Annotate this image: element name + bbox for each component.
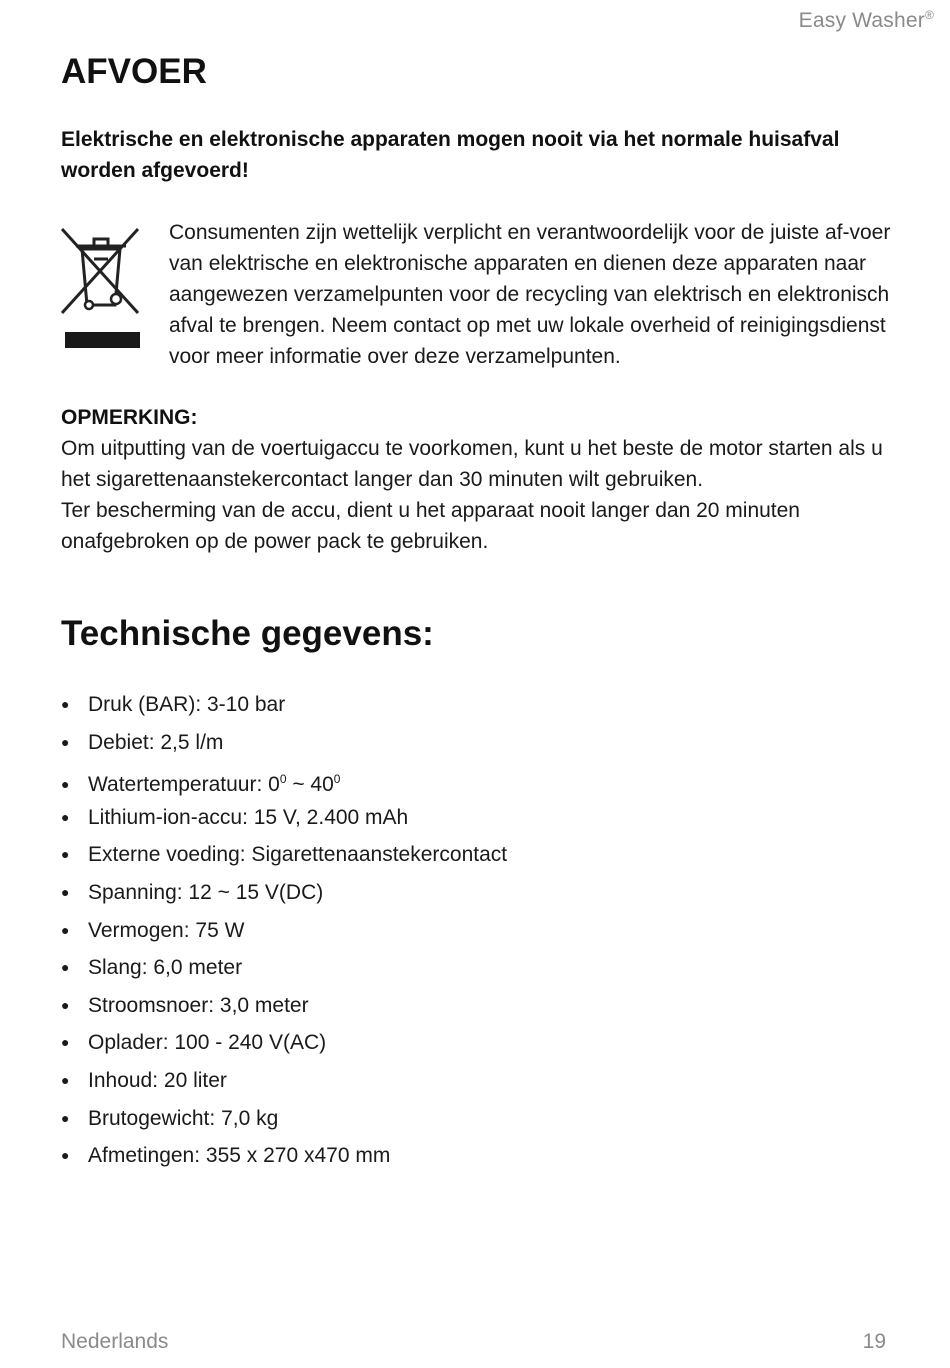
bullet-icon: ● bbox=[61, 808, 70, 825]
spec-item-gross-weight: ● Brutogewicht: 7,0 kg bbox=[61, 1100, 507, 1138]
bullet-icon: ● bbox=[61, 696, 70, 712]
bullet-icon: ● bbox=[61, 846, 70, 863]
spec-item-pressure: ● Druk (BAR): 3-10 bar bbox=[61, 686, 507, 724]
spec-item-charger: ● Oplader: 100 - 240 V(AC) bbox=[61, 1024, 507, 1062]
spec-item-water-temperature: ● Watertemperatuur: $0^0$ ~ $40^0$ bbox=[61, 761, 507, 799]
spec-item-voltage: ● Spanning: 12 ~ 15 V(DC) bbox=[61, 874, 507, 912]
bullet-icon: ● bbox=[61, 1034, 70, 1051]
bullet-icon: ● bbox=[61, 996, 70, 1013]
spec-item-battery: ● Lithium-ion-accu: 15 V, 2.400 mAh bbox=[61, 799, 507, 837]
disposal-instructions: Consumenten zijn wettelijk verplicht en verantwoordelijk voor de juiste af-voer van elektrische en elektronische apparaten en dienen deze apparaten naar aangewezen verzamelpunten voor de recycling van elektrisch en elektronisch afval te brengen. Neem contact op met uw lokale overheid of reinigingsdienst voor meer informatie over deze verzamelpunten. bbox=[169, 221, 891, 368]
spec-item-hose: ● Slang: 6,0 meter bbox=[61, 949, 507, 987]
spec-item-power-cord: ● Stroomsnoer: 3,0 meter bbox=[61, 987, 507, 1025]
footer-language: Nederlands bbox=[61, 1330, 169, 1353]
spec-item-flow: ● Debiet: 2,5 l/m bbox=[61, 724, 507, 762]
spec-list bbox=[61, 686, 507, 1175]
section-title-afvoer: AFVOER bbox=[61, 52, 207, 91]
spec-item-capacity: ● Inhoud: 20 liter bbox=[61, 1062, 507, 1100]
brand-text: Easy Washer bbox=[798, 9, 925, 32]
weee-crossed-bin-icon bbox=[58, 225, 144, 351]
spec-item-power-supply: ● Externe voeding: Sigarettenaanstekercontact bbox=[61, 836, 507, 874]
spec-item-power: ● Vermogen: 75 W bbox=[61, 912, 507, 950]
page-number: 19 bbox=[862, 1330, 886, 1353]
disposal-warning: Elektrische en elektronische apparaten mogen nooit via het normale huisafval worden afgevoerd! bbox=[61, 128, 840, 182]
brand-name bbox=[799, 8, 934, 33]
bullet-icon: ● bbox=[61, 1109, 70, 1126]
section-title-specs: Technische gegevens: bbox=[61, 614, 434, 653]
bullet-icon: ● bbox=[61, 776, 70, 793]
spec-item-dimensions: ● Afmetingen: 355 x 270 x470 mm bbox=[61, 1137, 507, 1175]
bullet-icon: ● bbox=[61, 959, 70, 976]
note-line-battery: Om uitputting van de voertuigaccu te voorkomen, kunt u het beste de motor starten als u het sigarettenaanstekercontact langer dan 30 minuten wilt gebruiken. bbox=[61, 437, 883, 491]
bullet-icon: ● bbox=[61, 1071, 70, 1088]
bullet-icon: ● bbox=[61, 733, 70, 750]
bullet-icon: ● bbox=[61, 883, 70, 900]
registered-mark: ® bbox=[924, 8, 934, 22]
note-title: OPMERKING: bbox=[61, 406, 198, 429]
bullet-icon: ● bbox=[61, 1147, 70, 1164]
note-line-protection: Ter bescherming van de accu, dient u het apparaat nooit langer dan 20 minuten onafgebroken op de power pack te gebruiken. bbox=[61, 499, 800, 553]
bullet-icon: ● bbox=[61, 921, 70, 938]
note-body bbox=[61, 433, 901, 557]
